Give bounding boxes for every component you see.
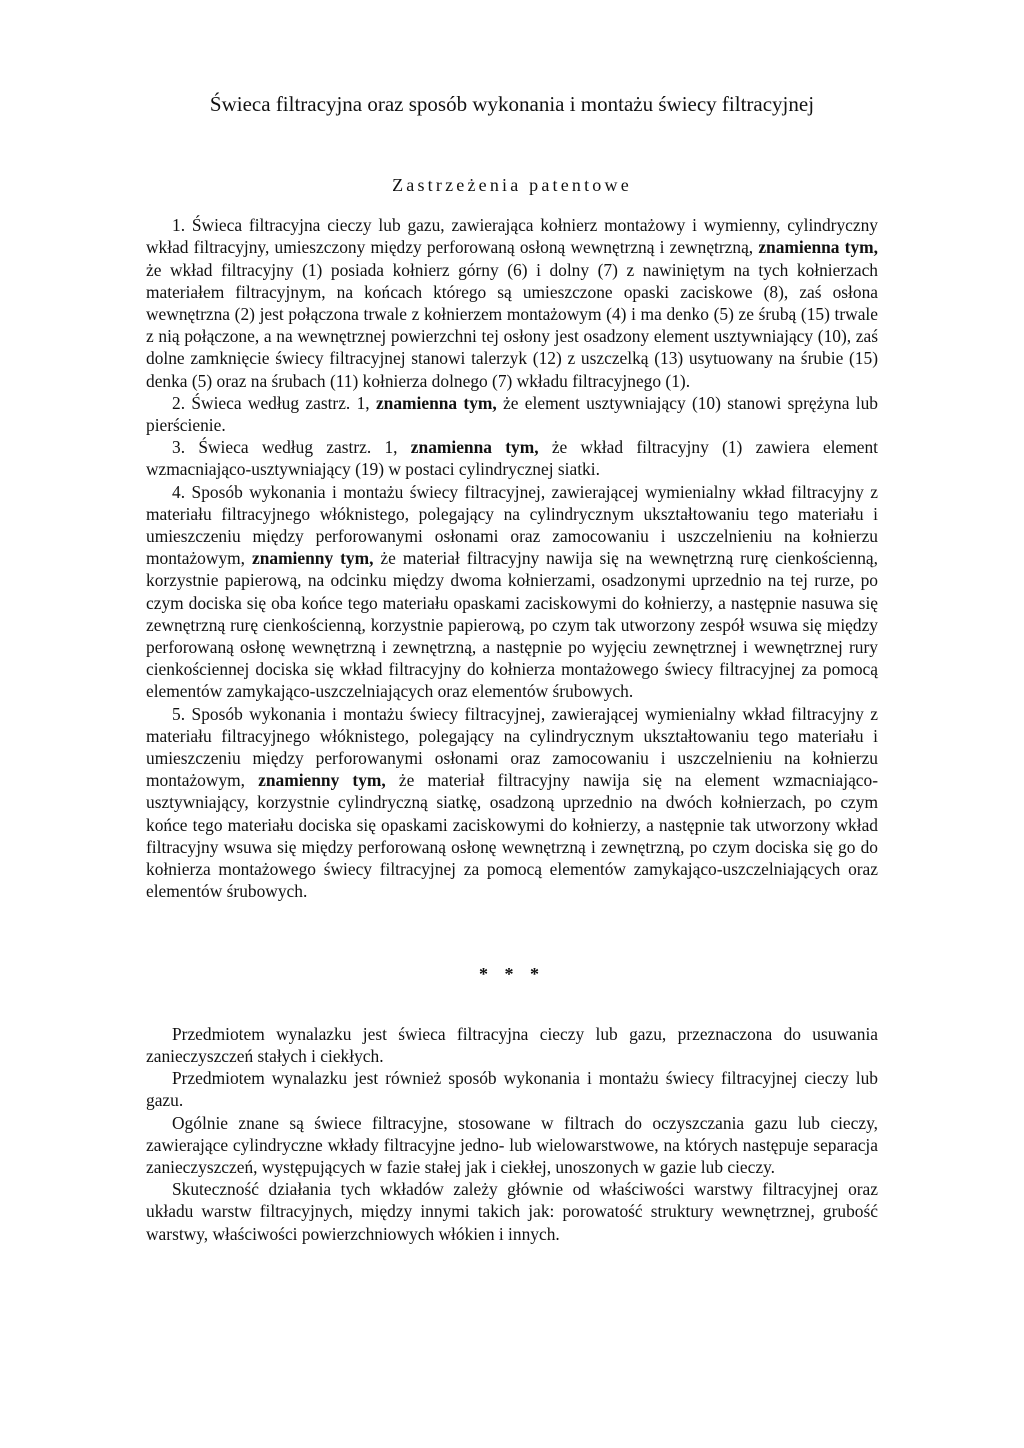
claim-text: 3. Świeca według zastrz. 1, (172, 437, 411, 458)
claim-text: 4. Sposób wykonania i montażu świecy filtracyjnej, zawierającej wymienialny wkład filtracyjny z materiału filtracyjnego włóknistego, polegający na cylindrycznym ukształtowaniu tego materiału i umieszczeniu między perforowanymi osłonami oraz zamocowaniu i uszczelnieniu na kołnierzu montażowym, (146, 481, 878, 569)
claim-text: 5. Sposób wykonania i montażu świecy filtracyjnej, zawierającej wymienialny wkład filtracyjny z materiału filtracyjnego włóknistego, polegający na cylindrycznym ukształtowaniu tego materiału i umieszczeniu między perforowanymi osłonami oraz zamocowaniu i uszczelnieniu na kołnierzu montażowym, (146, 703, 878, 791)
claim-characterizing-phrase: znamienna tym, (758, 237, 878, 258)
claim-text: 1. Świeca filtracyjna cieczy lub gazu, zawierająca kołnierz montażowy i wymienny, cylindryczny wkład filtracyjny, umieszczony między perforowaną osłoną wewnętrzną i zewnętrzną, (146, 215, 878, 258)
claim-text: że element usztywniający (10) stanowi sprężyna lub pierścienie. (146, 392, 878, 436)
document-title: Świeca filtracyjna oraz sposób wykonania i montażu świecy filtracyjnej (209, 92, 815, 116)
claim-text: że wkład filtracyjny (1) posiada kołnierz górny (6) i dolny (7) z nawiniętym na tych kołnierzach materiałem filtracyjnym, na końcach którego są umieszczone opaski zaciskowe (8), zaś osłona wewnętrzna (2) jest połączona trwale z kołnierzem montażowym (4) i ma denko (5) ze śrubą (15) trwale z nią połączone, a na wewnętrznej powierzchni tej osłony jest osadzony element usztywniający (10), zaś dolne zamknięcie świecy filtracyjnej stanowi talerzyk (12) z uszczelką (13) usytuowany na śrubie (15) denka (5) oraz na śrubach (11) kołnierza dolnego (7) wkładu filtracyjnego (1). (146, 259, 878, 391)
claim-characterizing-phrase: znamienny tym, (251, 548, 374, 569)
claim-text: że materiał filtracyjny nawija się na wewnętrzną rurę cienkościenną, korzystnie papierową, na odcinku między dwoma kołnierzami, osadzonymi uprzednio na tej rurze, po czym dociska się oba końce tego materiału opaskami zaciskowymi do kołnierzy, a następnie nasuwa się zewnętrzną rurę cienkościenną, korzystnie papierową, po czym tak utworzony zespół wsuwa się między perforowaną osłonę wewnętrzną i zewnętrzną, a następnie po wyjęciu zewnętrznej i wewnętrznej rury cienkościennej dociska się wkład filtracyjny do kołnierza montażowego świecy filtracyjnej za pomocą elementów zamykająco-uszczelniających oraz elementów śrubowych. (146, 548, 878, 702)
claim-text: że wkład filtracyjny (1) zawiera element wzmacniająco-usztywniający (19) w postaci cylindrycznej siatki. (146, 437, 878, 480)
claims-list (146, 214, 878, 902)
claim-text: że materiał filtracyjny nawija się na element wzmacniająco-usztywniający, korzystnie cylindryczną siatkę, osadzoną uprzednio na dwóch kołnierzach, po czym końce tego materiału dociska się opaskami zaciskowymi do kołnierzy, a następnie tak utworzony wkład filtracyjny wsuwa się między perforowaną osłonę wewnętrzną i zewnętrzną, po czym dociska się go do kołnierza montażowego świecy filtracyjnej za pomocą elementów zamykająco-uszczelniających oraz elementów śrubowych. (146, 770, 878, 902)
description-paragraph: Przedmiotem wynalazku jest również sposób wykonania i montażu świecy filtracyjnej cieczy lub gazu. (146, 1068, 878, 1111)
description-paragraph: Skuteczność działania tych wkładów zależy głównie od właściwości warstwy filtracyjnej oraz układu warstw filtracyjnych, między innymi takich jak: porowatość struktury wewnętrznej, grubość warstwy, właściwości powierzchniowych włókien i innych. (146, 1179, 878, 1244)
claim-paragraph (146, 481, 878, 703)
description-paragraph: Ogólnie znane są świece filtracyjne, stosowane w filtrach do oczyszczania gazu lub cieczy, zawierające cylindryczne wkłady filtracyjne jedno- lub wielowarstwowe, na których następuje separacja zanieczyszczeń, występujących w fazie stałej jak i ciekłej, unoszonych w gazie lub cieczy. (146, 1112, 878, 1177)
claims-heading: Zastrzeżenia patentowe (392, 175, 632, 195)
section-separator: * * * (479, 963, 545, 984)
claim-paragraph (146, 214, 878, 392)
claim-paragraph (146, 392, 878, 436)
description-section (146, 1023, 878, 1245)
claim-paragraph (146, 703, 878, 903)
claim-characterizing-phrase: znamienna tym, (410, 437, 539, 458)
description-paragraph: Przedmiotem wynalazku jest świeca filtracyjna cieczy lub gazu, przeznaczona do usuwania zanieczyszczeń stałych i ciekłych. (146, 1023, 878, 1066)
claim-text: 2. Świeca według zastrz. 1, (172, 392, 376, 413)
patent-page (146, 90, 878, 1245)
claim-characterizing-phrase: znamienny tym, (258, 770, 386, 791)
claim-paragraph (146, 436, 878, 480)
claim-characterizing-phrase: znamienna tym, (375, 392, 497, 413)
